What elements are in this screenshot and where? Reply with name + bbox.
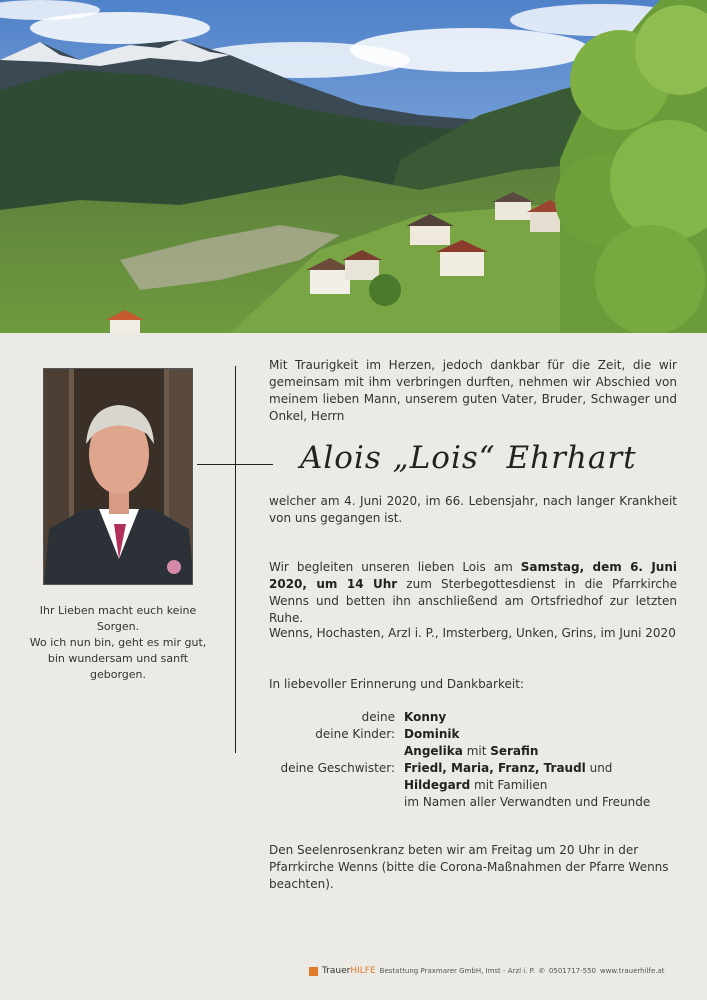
poem [20, 603, 216, 683]
landscape-photo [0, 0, 707, 333]
logo-icon [309, 967, 318, 976]
intro-text: Mit Traurigkeit im Herzen, jedoch dankbar für die Zeit, die wir gemeinsam mit ihm verbringen durften, nehmen wir Abschied von meinem lieben Mann, unserem guten Vater, Bruder, Schwager und Onkel, Herrn [269, 358, 677, 423]
places-line: Wenns, Hochasten, Arzl i. P., Imsterberg, Unken, Grins, im Juni 2020 [269, 626, 676, 640]
cross-horizontal-line [197, 464, 273, 465]
phone-icon: ✆ [539, 967, 545, 975]
funeral-date: Samstag, dem 6. Juni 2020, um 14 Uhr [269, 560, 677, 591]
sibling-last-suffix: mit Familien [470, 778, 548, 792]
child2-name: Angelika [404, 744, 463, 758]
name-wife [404, 709, 694, 726]
cross-vertical-line [235, 366, 236, 753]
label-empty [230, 743, 395, 760]
website: www.trauerhilfe.at [599, 967, 665, 975]
relatives-line: im Namen aller Verwandten und Freunde [404, 795, 651, 809]
child2-with: mit [462, 744, 491, 758]
name-sibling-last [404, 777, 694, 794]
footer [309, 966, 665, 976]
label-children: deine Kinder: [315, 727, 395, 741]
portrait-illustration [44, 369, 193, 585]
poem-line: Ihr Lieben macht euch keine Sorgen. [39, 604, 197, 633]
label-siblings: deine Geschwister: [280, 761, 395, 775]
poem-line: Wo ich nun bin, geht es mir gut, [29, 636, 207, 649]
death-text: welcher am 4. Juni 2020, im 66. Lebensjahr, nach langer Krankheit von uns gegangen ist. [269, 494, 677, 525]
label-wife: deine [361, 710, 395, 724]
family-labels [230, 709, 395, 777]
name-siblings [404, 760, 694, 777]
landscape-illustration [0, 0, 707, 333]
funeral-text [269, 559, 677, 627]
brand-part-b: HILFE [350, 966, 376, 976]
company-name: Bestattung Praxmarer GmbH, Imst - Arzl i. P. [379, 967, 536, 975]
wife-name: Konny [404, 710, 447, 724]
brand-part-a: Trauer [322, 966, 351, 976]
funeral-text-part2: zum Sterbegottesdienst in die Pfarrkirche Wenns und betten ihn anschließend am Ortsfriedhof zur letzten Ruhe. [269, 577, 677, 625]
funeral-text-part1: Wir begleiten unseren lieben Lois am [269, 560, 521, 574]
family-names [404, 709, 694, 811]
portrait-photo [43, 368, 193, 585]
sibling-last-name: Hildegard [404, 778, 471, 792]
rosary-text: Den Seelenrosenkranz beten wir am Freitag um 20 Uhr in der Pfarrkirche Wenns (bitte die Corona-Maßnahmen der Pfarre Wenns beachten). [269, 843, 669, 891]
memory-line: In liebevoller Erinnerung und Dankbarkeit: [269, 677, 524, 691]
brand-logo [322, 966, 376, 976]
phone-number: 0501717-550 [548, 967, 596, 975]
siblings-names: Friedl, Maria, Franz, Traudl [404, 761, 586, 775]
deceased-name: Alois „Lois“ Ehrhart [300, 440, 637, 476]
name-child2 [404, 743, 694, 760]
child2-partner: Serafin [490, 744, 539, 758]
poem-line: bin wundersam und sanft geborgen. [47, 652, 189, 681]
name-child1 [404, 726, 694, 743]
child1-name: Dominik [404, 727, 460, 741]
siblings-and: und [585, 761, 613, 775]
